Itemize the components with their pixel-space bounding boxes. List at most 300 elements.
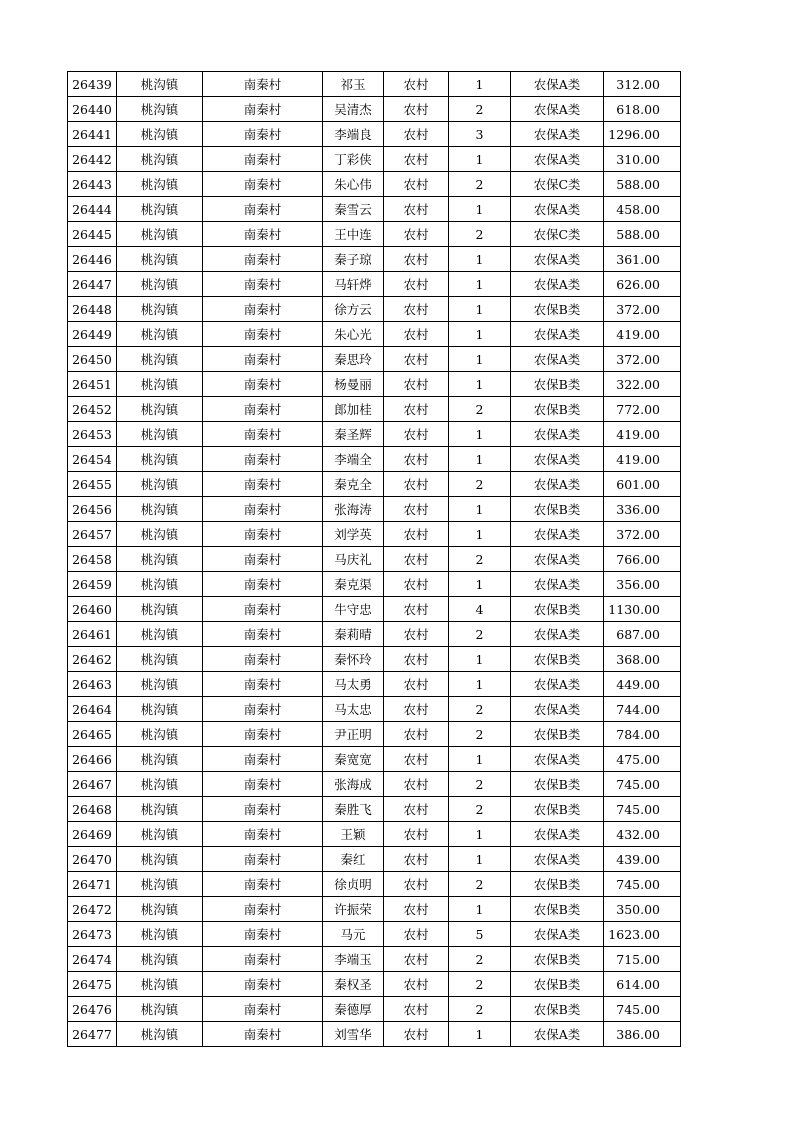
table-row	[68, 397, 681, 422]
insurance-category-cell: 农保B类	[511, 972, 604, 997]
member-count-cell: 2	[449, 772, 511, 797]
insurance-category-cell: 农保A类	[511, 622, 604, 647]
name-cell: 张海成	[323, 772, 384, 797]
record-id-cell: 26466	[68, 747, 117, 772]
household-type-cell: 农村	[384, 897, 449, 922]
amount-cell: 1296.00	[604, 122, 681, 147]
town-cell: 桃沟镇	[117, 722, 203, 747]
amount-cell: 618.00	[604, 97, 681, 122]
amount-cell: 336.00	[604, 497, 681, 522]
town-cell: 桃沟镇	[117, 772, 203, 797]
member-count-cell: 1	[449, 197, 511, 222]
name-cell: 张海涛	[323, 497, 384, 522]
household-type-cell: 农村	[384, 297, 449, 322]
household-type-cell: 农村	[384, 997, 449, 1022]
household-type-cell: 农村	[384, 872, 449, 897]
household-type-cell: 农村	[384, 522, 449, 547]
amount-cell: 588.00	[604, 222, 681, 247]
amount-cell: 784.00	[604, 722, 681, 747]
amount-cell: 744.00	[604, 697, 681, 722]
household-type-cell: 农村	[384, 697, 449, 722]
record-id-cell: 26475	[68, 972, 117, 997]
name-cell: 刘学英	[323, 522, 384, 547]
town-cell: 桃沟镇	[117, 947, 203, 972]
town-cell: 桃沟镇	[117, 647, 203, 672]
village-cell: 南秦村	[203, 1022, 323, 1047]
household-type-cell: 农村	[384, 322, 449, 347]
table-row	[68, 797, 681, 822]
household-type-cell: 农村	[384, 597, 449, 622]
household-type-cell: 农村	[384, 147, 449, 172]
record-id-cell: 26471	[68, 872, 117, 897]
name-cell: 李端全	[323, 447, 384, 472]
amount-cell: 601.00	[604, 472, 681, 497]
record-id-cell: 26464	[68, 697, 117, 722]
amount-cell: 745.00	[604, 797, 681, 822]
village-cell: 南秦村	[203, 122, 323, 147]
record-id-cell: 26444	[68, 197, 117, 222]
village-cell: 南秦村	[203, 597, 323, 622]
name-cell: 秦雪云	[323, 197, 384, 222]
amount-cell: 312.00	[604, 72, 681, 97]
household-type-cell: 农村	[384, 72, 449, 97]
name-cell: 秦德厚	[323, 997, 384, 1022]
table-row	[68, 822, 681, 847]
household-type-cell: 农村	[384, 247, 449, 272]
member-count-cell: 2	[449, 972, 511, 997]
village-cell: 南秦村	[203, 222, 323, 247]
record-id-cell: 26456	[68, 497, 117, 522]
member-count-cell: 1	[449, 522, 511, 547]
table-row	[68, 897, 681, 922]
record-id-cell: 26441	[68, 122, 117, 147]
name-cell: 秦红	[323, 847, 384, 872]
record-id-cell: 26461	[68, 622, 117, 647]
record-id-cell: 26470	[68, 847, 117, 872]
amount-cell: 322.00	[604, 372, 681, 397]
member-count-cell: 1	[449, 572, 511, 597]
village-cell: 南秦村	[203, 797, 323, 822]
name-cell: 秦莉晴	[323, 622, 384, 647]
amount-cell: 1623.00	[604, 922, 681, 947]
name-cell: 尹正明	[323, 722, 384, 747]
town-cell: 桃沟镇	[117, 847, 203, 872]
member-count-cell: 1	[449, 897, 511, 922]
town-cell: 桃沟镇	[117, 672, 203, 697]
town-cell: 桃沟镇	[117, 172, 203, 197]
table-row	[68, 72, 681, 97]
village-cell: 南秦村	[203, 472, 323, 497]
household-type-cell: 农村	[384, 722, 449, 747]
household-type-cell: 农村	[384, 572, 449, 597]
village-cell: 南秦村	[203, 72, 323, 97]
town-cell: 桃沟镇	[117, 472, 203, 497]
name-cell: 王中连	[323, 222, 384, 247]
town-cell: 桃沟镇	[117, 797, 203, 822]
amount-cell: 588.00	[604, 172, 681, 197]
household-type-cell: 农村	[384, 772, 449, 797]
member-count-cell: 1	[449, 147, 511, 172]
record-id-cell: 26455	[68, 472, 117, 497]
village-cell: 南秦村	[203, 147, 323, 172]
record-id-cell: 26449	[68, 322, 117, 347]
table-row	[68, 872, 681, 897]
town-cell: 桃沟镇	[117, 872, 203, 897]
household-type-cell: 农村	[384, 197, 449, 222]
household-type-cell: 农村	[384, 222, 449, 247]
insurance-category-cell: 农保B类	[511, 497, 604, 522]
amount-cell: 772.00	[604, 397, 681, 422]
record-id-cell: 26450	[68, 347, 117, 372]
town-cell: 桃沟镇	[117, 997, 203, 1022]
amount-cell: 449.00	[604, 672, 681, 697]
table-row	[68, 97, 681, 122]
household-type-cell: 农村	[384, 947, 449, 972]
town-cell: 桃沟镇	[117, 272, 203, 297]
amount-cell: 715.00	[604, 947, 681, 972]
insurance-category-cell: 农保A类	[511, 522, 604, 547]
name-cell: 秦克全	[323, 472, 384, 497]
member-count-cell: 1	[449, 1022, 511, 1047]
name-cell: 秦克渠	[323, 572, 384, 597]
amount-cell: 368.00	[604, 647, 681, 672]
village-cell: 南秦村	[203, 247, 323, 272]
village-cell: 南秦村	[203, 672, 323, 697]
record-id-cell: 26454	[68, 447, 117, 472]
member-count-cell: 2	[449, 472, 511, 497]
town-cell: 桃沟镇	[117, 122, 203, 147]
member-count-cell: 2	[449, 997, 511, 1022]
table-row	[68, 597, 681, 622]
name-cell: 郎加桂	[323, 397, 384, 422]
table-row	[68, 472, 681, 497]
amount-cell: 386.00	[604, 1022, 681, 1047]
household-type-cell: 农村	[384, 397, 449, 422]
name-cell: 丁彩侠	[323, 147, 384, 172]
town-cell: 桃沟镇	[117, 97, 203, 122]
village-cell: 南秦村	[203, 397, 323, 422]
table-row	[68, 222, 681, 247]
household-type-cell: 农村	[384, 122, 449, 147]
table-row	[68, 697, 681, 722]
insurance-category-cell: 农保A类	[511, 147, 604, 172]
town-cell: 桃沟镇	[117, 447, 203, 472]
household-type-cell: 农村	[384, 447, 449, 472]
insurance-category-cell: 农保B类	[511, 372, 604, 397]
member-count-cell: 2	[449, 697, 511, 722]
insurance-category-cell: 农保A类	[511, 72, 604, 97]
record-id-cell: 26451	[68, 372, 117, 397]
member-count-cell: 1	[449, 647, 511, 672]
amount-cell: 350.00	[604, 897, 681, 922]
amount-cell: 745.00	[604, 997, 681, 1022]
town-cell: 桃沟镇	[117, 197, 203, 222]
town-cell: 桃沟镇	[117, 922, 203, 947]
town-cell: 桃沟镇	[117, 1022, 203, 1047]
town-cell: 桃沟镇	[117, 522, 203, 547]
insurance-category-cell: 农保C类	[511, 172, 604, 197]
household-type-cell: 农村	[384, 647, 449, 672]
member-count-cell: 2	[449, 622, 511, 647]
village-cell: 南秦村	[203, 722, 323, 747]
insurance-category-cell: 农保A类	[511, 547, 604, 572]
table-row	[68, 547, 681, 572]
table-row	[68, 297, 681, 322]
amount-cell: 372.00	[604, 522, 681, 547]
member-count-cell: 1	[449, 347, 511, 372]
table-row	[68, 922, 681, 947]
member-count-cell: 2	[449, 547, 511, 572]
village-cell: 南秦村	[203, 322, 323, 347]
name-cell: 秦权圣	[323, 972, 384, 997]
member-count-cell: 2	[449, 722, 511, 747]
member-count-cell: 2	[449, 947, 511, 972]
village-cell: 南秦村	[203, 897, 323, 922]
town-cell: 桃沟镇	[117, 697, 203, 722]
village-cell: 南秦村	[203, 772, 323, 797]
amount-cell: 745.00	[604, 772, 681, 797]
town-cell: 桃沟镇	[117, 622, 203, 647]
village-cell: 南秦村	[203, 522, 323, 547]
record-id-cell: 26465	[68, 722, 117, 747]
village-cell: 南秦村	[203, 697, 323, 722]
village-cell: 南秦村	[203, 572, 323, 597]
name-cell: 许振荣	[323, 897, 384, 922]
village-cell: 南秦村	[203, 872, 323, 897]
member-count-cell: 2	[449, 222, 511, 247]
name-cell: 李端良	[323, 122, 384, 147]
insurance-category-cell: 农保A类	[511, 422, 604, 447]
record-id-cell: 26474	[68, 947, 117, 972]
table-row	[68, 972, 681, 997]
table-row	[68, 147, 681, 172]
record-id-cell: 26477	[68, 1022, 117, 1047]
village-cell: 南秦村	[203, 497, 323, 522]
insurance-category-cell: 农保B类	[511, 797, 604, 822]
town-cell: 桃沟镇	[117, 822, 203, 847]
household-type-cell: 农村	[384, 372, 449, 397]
name-cell: 马庆礼	[323, 547, 384, 572]
member-count-cell: 2	[449, 397, 511, 422]
village-cell: 南秦村	[203, 272, 323, 297]
member-count-cell: 1	[449, 747, 511, 772]
table-row	[68, 672, 681, 697]
insurance-category-cell: 农保A类	[511, 197, 604, 222]
household-type-cell: 农村	[384, 497, 449, 522]
table-row	[68, 422, 681, 447]
member-count-cell: 1	[449, 422, 511, 447]
member-count-cell: 1	[449, 272, 511, 297]
household-type-cell: 农村	[384, 97, 449, 122]
record-id-cell: 26457	[68, 522, 117, 547]
member-count-cell: 2	[449, 797, 511, 822]
name-cell: 秦宽宽	[323, 747, 384, 772]
amount-cell: 372.00	[604, 297, 681, 322]
record-id-cell: 26467	[68, 772, 117, 797]
household-type-cell: 农村	[384, 272, 449, 297]
member-count-cell: 1	[449, 372, 511, 397]
amount-cell: 626.00	[604, 272, 681, 297]
amount-cell: 614.00	[604, 972, 681, 997]
village-cell: 南秦村	[203, 847, 323, 872]
town-cell: 桃沟镇	[117, 72, 203, 97]
table-row	[68, 747, 681, 772]
name-cell: 朱心光	[323, 322, 384, 347]
village-cell: 南秦村	[203, 172, 323, 197]
village-cell: 南秦村	[203, 347, 323, 372]
record-id-cell: 26463	[68, 672, 117, 697]
household-type-cell: 农村	[384, 1022, 449, 1047]
insurance-category-cell: 农保A类	[511, 747, 604, 772]
record-id-cell: 26445	[68, 222, 117, 247]
village-cell: 南秦村	[203, 622, 323, 647]
town-cell: 桃沟镇	[117, 397, 203, 422]
insurance-category-cell: 农保A类	[511, 247, 604, 272]
town-cell: 桃沟镇	[117, 597, 203, 622]
insurance-category-cell: 农保A类	[511, 272, 604, 297]
member-count-cell: 1	[449, 672, 511, 697]
amount-cell: 361.00	[604, 247, 681, 272]
household-type-cell: 农村	[384, 622, 449, 647]
amount-cell: 745.00	[604, 872, 681, 897]
insurance-category-cell: 农保B类	[511, 947, 604, 972]
table-row	[68, 647, 681, 672]
insurance-category-cell: 农保B类	[511, 597, 604, 622]
record-id-cell: 26452	[68, 397, 117, 422]
town-cell: 桃沟镇	[117, 747, 203, 772]
name-cell: 王颖	[323, 822, 384, 847]
member-count-cell: 2	[449, 97, 511, 122]
town-cell: 桃沟镇	[117, 572, 203, 597]
name-cell: 祁玉	[323, 72, 384, 97]
table-row	[68, 522, 681, 547]
member-count-cell: 1	[449, 822, 511, 847]
record-id-cell: 26469	[68, 822, 117, 847]
household-type-cell: 农村	[384, 422, 449, 447]
insurance-category-cell: 农保A类	[511, 672, 604, 697]
village-cell: 南秦村	[203, 997, 323, 1022]
record-id-cell: 26468	[68, 797, 117, 822]
name-cell: 秦圣辉	[323, 422, 384, 447]
name-cell: 马太忠	[323, 697, 384, 722]
amount-cell: 419.00	[604, 447, 681, 472]
town-cell: 桃沟镇	[117, 372, 203, 397]
household-type-cell: 农村	[384, 747, 449, 772]
household-type-cell: 农村	[384, 922, 449, 947]
member-count-cell: 1	[449, 847, 511, 872]
table-row	[68, 947, 681, 972]
town-cell: 桃沟镇	[117, 972, 203, 997]
town-cell: 桃沟镇	[117, 147, 203, 172]
household-type-cell: 农村	[384, 847, 449, 872]
table-row	[68, 197, 681, 222]
member-count-cell: 1	[449, 72, 511, 97]
table-row	[68, 622, 681, 647]
household-type-cell: 农村	[384, 472, 449, 497]
town-cell: 桃沟镇	[117, 547, 203, 572]
amount-cell: 356.00	[604, 572, 681, 597]
member-count-cell: 1	[449, 297, 511, 322]
village-cell: 南秦村	[203, 197, 323, 222]
table-row	[68, 322, 681, 347]
insurance-category-cell: 农保A类	[511, 472, 604, 497]
member-count-cell: 4	[449, 597, 511, 622]
record-id-cell: 26440	[68, 97, 117, 122]
member-count-cell: 2	[449, 872, 511, 897]
name-cell: 秦胜飞	[323, 797, 384, 822]
village-cell: 南秦村	[203, 972, 323, 997]
amount-cell: 310.00	[604, 147, 681, 172]
village-cell: 南秦村	[203, 822, 323, 847]
table-body	[68, 72, 681, 1047]
amount-cell: 419.00	[604, 422, 681, 447]
name-cell: 李端玉	[323, 947, 384, 972]
village-cell: 南秦村	[203, 547, 323, 572]
household-type-cell: 农村	[384, 797, 449, 822]
household-type-cell: 农村	[384, 172, 449, 197]
amount-cell: 372.00	[604, 347, 681, 372]
table-row	[68, 272, 681, 297]
insurance-category-cell: 农保A类	[511, 822, 604, 847]
record-id-cell: 26473	[68, 922, 117, 947]
member-count-cell: 1	[449, 322, 511, 347]
name-cell: 朱心伟	[323, 172, 384, 197]
table-row	[68, 772, 681, 797]
record-id-cell: 26476	[68, 997, 117, 1022]
insurance-category-cell: 农保B类	[511, 297, 604, 322]
record-id-cell: 26448	[68, 297, 117, 322]
table-row	[68, 572, 681, 597]
amount-cell: 687.00	[604, 622, 681, 647]
household-type-cell: 农村	[384, 547, 449, 572]
table-row	[68, 497, 681, 522]
town-cell: 桃沟镇	[117, 222, 203, 247]
table-row	[68, 1022, 681, 1047]
table-row	[68, 847, 681, 872]
insurance-category-cell: 农保B类	[511, 397, 604, 422]
member-count-cell: 3	[449, 122, 511, 147]
name-cell: 秦子琼	[323, 247, 384, 272]
name-cell: 徐方云	[323, 297, 384, 322]
table-row	[68, 122, 681, 147]
record-id-cell: 26442	[68, 147, 117, 172]
household-type-cell: 农村	[384, 672, 449, 697]
insurance-category-cell: 农保A类	[511, 447, 604, 472]
table-row	[68, 997, 681, 1022]
insurance-category-cell: 农保A类	[511, 922, 604, 947]
amount-cell: 1130.00	[604, 597, 681, 622]
village-cell: 南秦村	[203, 422, 323, 447]
record-id-cell: 26462	[68, 647, 117, 672]
member-count-cell: 1	[449, 447, 511, 472]
insurance-category-cell: 农保B类	[511, 722, 604, 747]
name-cell: 马太勇	[323, 672, 384, 697]
village-cell: 南秦村	[203, 447, 323, 472]
town-cell: 桃沟镇	[117, 422, 203, 447]
insurance-category-cell: 农保A类	[511, 1022, 604, 1047]
table-row	[68, 347, 681, 372]
record-id-cell: 26459	[68, 572, 117, 597]
amount-cell: 766.00	[604, 547, 681, 572]
member-count-cell: 1	[449, 497, 511, 522]
table-row	[68, 372, 681, 397]
insurance-category-cell: 农保B类	[511, 772, 604, 797]
insurance-category-cell: 农保A类	[511, 697, 604, 722]
name-cell: 杨曼丽	[323, 372, 384, 397]
village-cell: 南秦村	[203, 747, 323, 772]
village-cell: 南秦村	[203, 297, 323, 322]
record-id-cell: 26472	[68, 897, 117, 922]
